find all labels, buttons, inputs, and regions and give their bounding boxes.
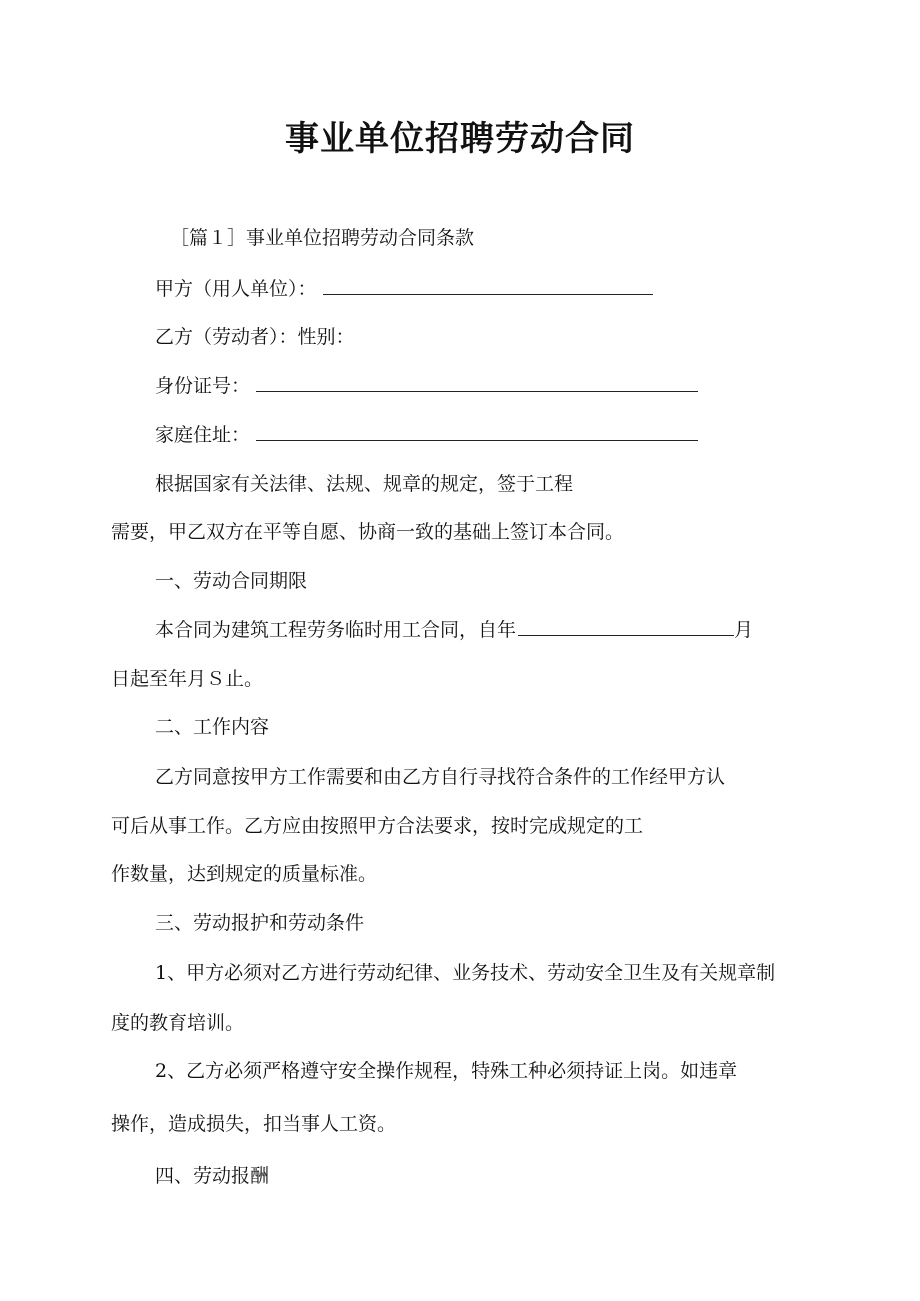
- id-number-blank: [256, 373, 698, 392]
- preamble-line-1: 根据国家有关法律、法规、规章的规定，签于工程: [155, 473, 574, 495]
- contract-subtitle: ［篇１］事业单位招聘劳动合同条款: [170, 227, 475, 249]
- section-3-item-2-line-1: 2、乙方必须严格遵守安全操作规程，特殊工种必须持证上岗。如违章: [155, 1060, 738, 1082]
- section-1-line-1: [155, 615, 753, 645]
- section-2-line-2: 可后从事工作。乙方应由按照甲方合法要求，按时完成规定的工: [111, 815, 644, 837]
- id-number-line: [155, 371, 698, 401]
- section-4-heading: 四、劳动报酬: [155, 1165, 270, 1187]
- document-title: 事业单位招聘劳动合同: [285, 119, 635, 159]
- id-number-label: 身份证号：: [155, 375, 251, 397]
- party-a-blank: [323, 276, 653, 295]
- address-line: [155, 420, 698, 450]
- address-label: 家庭住址：: [155, 424, 251, 446]
- section-3-item-2-line-2: 操作，造成损失，扣当事人工资。: [111, 1113, 397, 1135]
- party-b-line: 乙方（劳动者）：性别：: [155, 326, 355, 348]
- section-3-item-1-line-2: 度的教育培训。: [111, 1012, 245, 1034]
- section-3-item-1-line-1: 1、甲方必须对乙方进行劳动纪律、业务技术、劳动安全卫生及有关规章制: [155, 962, 776, 984]
- section-3-heading: 三、劳动报护和劳动条件: [155, 912, 365, 934]
- section-2-line-1: 乙方同意按甲方工作需要和由乙方自行寻找符合条件的工作经甲方认: [155, 766, 726, 788]
- section-1-line-1-text: 本合同为建筑工程劳务临时用工合同，自年: [155, 619, 517, 641]
- section-2-line-3: 作数量，达到规定的质量标准。: [111, 863, 378, 885]
- party-a-line: [155, 274, 653, 304]
- preamble-line-2: 需要，甲乙双方在平等自愿、协商一致的基础上签订本合同。: [111, 521, 625, 543]
- section-1-line-2: 日起至年月Ｓ止。: [111, 668, 264, 690]
- start-date-blank: [518, 617, 734, 636]
- section-1-heading: 一、劳动合同期限: [155, 570, 308, 592]
- address-blank: [256, 422, 698, 441]
- section-1-line-1-end: 月: [734, 619, 754, 641]
- party-a-label: 甲方（用人单位）：: [155, 278, 317, 300]
- section-2-heading: 二、工作内容: [155, 716, 270, 738]
